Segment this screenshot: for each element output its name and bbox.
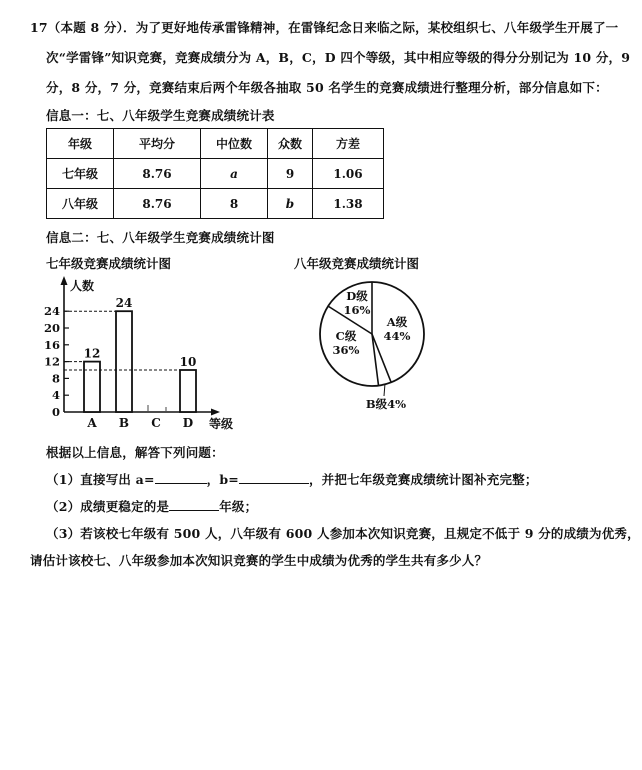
- table-header-cell: 方差: [313, 129, 384, 159]
- table-cell: 1.06: [313, 159, 384, 189]
- pie-label-a: A级: [386, 315, 408, 329]
- pie-label-c: 36%: [332, 343, 360, 357]
- question-2-part-b: 年级；: [219, 499, 258, 514]
- x-tick-label: A: [87, 416, 97, 430]
- table-header-cell: 中位数: [201, 129, 268, 159]
- table-header-cell: 年级: [47, 129, 114, 159]
- pie-chart: [320, 282, 424, 411]
- pie-label-c: C级: [335, 329, 357, 343]
- table-cell: 9: [268, 159, 313, 189]
- y-axis-arrow: [61, 276, 68, 285]
- y-tick-label: 12: [43, 354, 60, 369]
- info-one-heading: 信息一：七、八年级学生竞赛成绩统计表: [46, 108, 275, 123]
- x-tick-label: D: [182, 416, 194, 430]
- info-two-heading: 信息二：七、八年级学生竞赛成绩统计图: [46, 230, 275, 245]
- table-cell: a: [201, 159, 268, 189]
- pie-leader-b: [384, 384, 385, 396]
- answer-blank-b: [239, 471, 309, 484]
- bars: [64, 296, 196, 430]
- question-3-line-1: （3）若该校七年级有 500 人，八年级有 600 人参加本次知识竞赛，且规定不低于 9 分的成绩为优秀，: [46, 526, 640, 541]
- pie-label-d: D级: [346, 289, 368, 303]
- table-cell: 七年级: [47, 159, 114, 189]
- question-1-part-c: ，并把七年级竞赛成绩统计图补充完整；: [308, 472, 538, 487]
- answer-blank-a: [155, 471, 207, 484]
- x-tick-label: C: [151, 416, 161, 430]
- bar-data-label: 24: [115, 296, 133, 311]
- x-axis-arrow: [211, 409, 220, 416]
- y-tick-label: 16: [43, 337, 60, 352]
- bar-data-label: 10: [179, 355, 197, 369]
- y-tick-label: 20: [43, 321, 60, 335]
- question-2-part-a: （2）成绩更稳定的是: [46, 499, 170, 514]
- question-3-line-2: 请估计该校七、八年级参加本次知识竞赛的学生中成绩为优秀的学生共有多少人？: [30, 553, 488, 568]
- question-1-part-a: （1）直接写出 a=: [46, 472, 155, 487]
- x-axis-label: 等级: [209, 417, 234, 431]
- table-cell: 8.76: [114, 159, 201, 189]
- y-tick-label: 24: [43, 304, 60, 319]
- question-2: [46, 497, 257, 515]
- bar-data-label: 12: [83, 346, 101, 361]
- problem-line-3: 分，8 分，7 分，竞赛结束后两个年级各抽取 50 名学生的竞赛成绩进行整理分析，部分信息如下：: [46, 80, 608, 95]
- y-tick-label: 8: [51, 371, 60, 386]
- bar-D: [180, 370, 196, 412]
- pie-label-b: B级4%: [365, 397, 407, 411]
- table-cell: 8.76: [114, 189, 201, 219]
- problem-line-1: 17（本题 8 分）．为了更好地传承雷锋精神，在雷锋纪念日来临之际，某校组织七、八年级学生开展了一: [30, 20, 619, 35]
- table-cell: 1.38: [313, 189, 384, 219]
- table-header-cell: 众数: [268, 129, 313, 159]
- table-cell: 8: [201, 189, 268, 219]
- table-header-cell: 平均分: [114, 129, 201, 159]
- table-cell: b: [268, 189, 313, 219]
- bar-B: [116, 311, 132, 412]
- question-1: [46, 470, 538, 488]
- pie-label-d: 16%: [343, 303, 371, 317]
- questions-intro: 根据以上信息，解答下列问题：: [46, 445, 224, 460]
- bar-chart: [44, 276, 233, 431]
- table-cell: 八年级: [47, 189, 114, 219]
- y-tick-label: 0: [51, 405, 60, 419]
- pie-label-a: 44%: [383, 329, 411, 343]
- answer-blank-stable: [169, 498, 219, 511]
- bar-A: [84, 362, 100, 412]
- x-tick-label: B: [118, 416, 130, 430]
- y-tick-label: 4: [51, 388, 60, 403]
- bar-chart-title: 七年级竞赛成绩统计图: [46, 256, 172, 271]
- question-1-part-b: ，b=: [206, 472, 239, 487]
- y-axis-label: 人数: [70, 279, 95, 293]
- pie-chart-title: 八年级竞赛成绩统计图: [294, 256, 420, 271]
- problem-line-2: 次“学雷锋”知识竞赛，竞赛成绩分为 A，B，C，D 四个等级，其中相应等级的得分分别记为 10 分，9: [46, 50, 631, 65]
